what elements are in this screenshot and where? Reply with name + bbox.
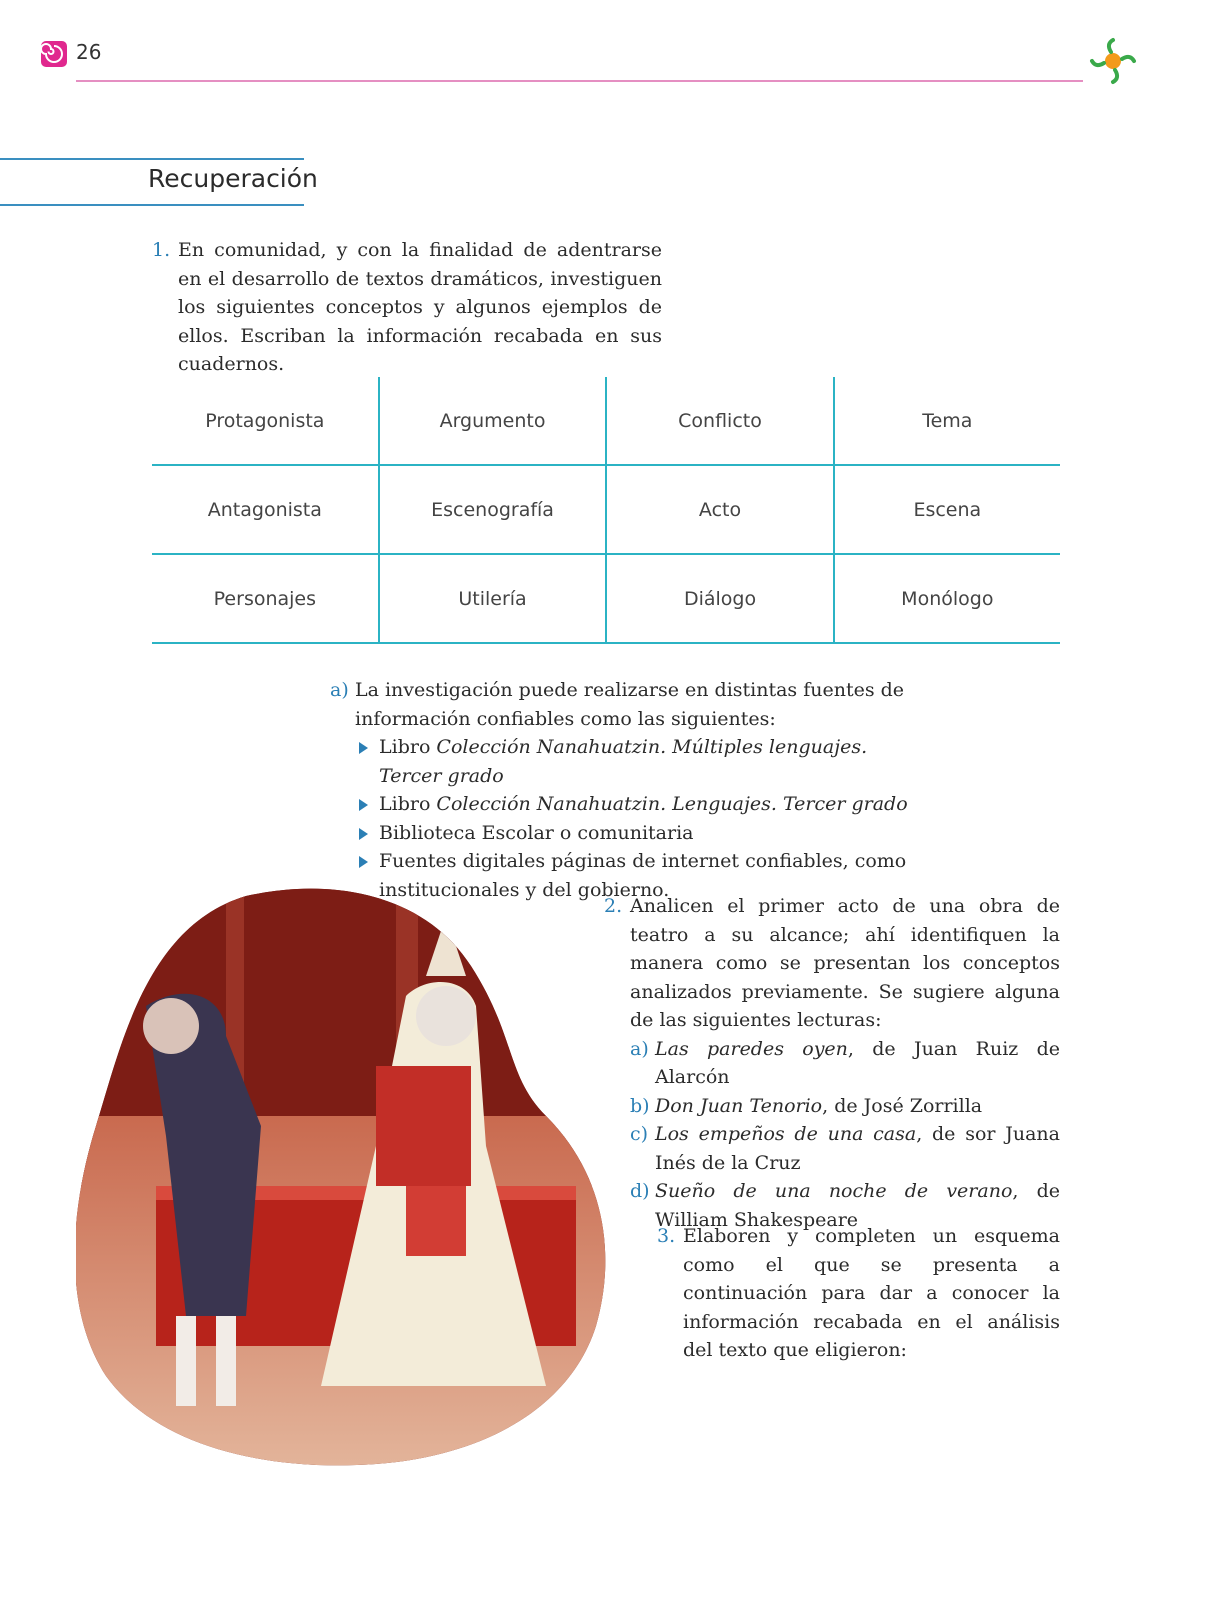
reading-list: [630, 1035, 1060, 1235]
table-row: [152, 465, 1060, 554]
theater-performance-photo: [76, 886, 611, 1466]
table-cell: Utilería: [379, 554, 607, 643]
subitem-label: a): [330, 679, 349, 701]
section-rule-bottom: [0, 204, 304, 206]
list-item: Libro Colección Nanahuatzin. Lenguajes. Tercer grado: [379, 790, 930, 819]
section-rule-top: [0, 158, 304, 160]
table-cell: Protagonista: [152, 377, 379, 465]
page-number: 26: [76, 40, 102, 64]
flower-logo-icon: [1086, 34, 1140, 88]
table-cell: Personajes: [152, 554, 379, 643]
activity-number: 2.: [604, 895, 623, 917]
activity-number: 1.: [152, 239, 171, 261]
list-item: a) Las paredes oyen, de Juan Ruiz de Alarcón: [630, 1037, 1061, 1088]
activity-number: 3.: [657, 1225, 676, 1247]
list-item: Libro Colección Nanahuatzin. Múltiples lenguajes. Tercer grado: [379, 733, 930, 790]
table-cell: Acto: [606, 465, 833, 554]
table-cell: Escena: [834, 465, 1060, 554]
bullet-icon: [359, 742, 368, 754]
source-list: [355, 733, 930, 904]
bullet-icon: [359, 828, 368, 840]
activity-1: [152, 236, 662, 379]
subitem-intro: La investigación puede realizarse en distintas fuentes de información confiables como las siguientes:: [355, 679, 905, 730]
table-row: [152, 377, 1060, 465]
list-item: d) Sueño de una noche de verano, de William Shakespeare: [630, 1180, 1060, 1231]
table-cell: Monólogo: [834, 554, 1060, 643]
table-cell: Argumento: [379, 377, 607, 465]
bullet-icon: [359, 799, 368, 811]
table-cell: Antagonista: [152, 465, 379, 554]
table-cell: Diálogo: [606, 554, 833, 643]
table-row: [152, 554, 1060, 643]
aztec-spiral-icon: [40, 40, 68, 68]
table-cell: Conflicto: [606, 377, 833, 465]
activity-text: Analicen el primer acto de una obra de teatro a su alcance; ahí identifiquen la manera como se presentan los conceptos analizados previamente. Se sugiere alguna de las siguientes lecturas:: [630, 895, 1060, 1031]
activity-text: En comunidad, y con la finalidad de adentrarse en el desarrollo de textos dramáticos, investiguen los siguientes conceptos y algunos ejemplos de ellos. Escriban la información recabada en sus cuadernos.: [178, 239, 662, 375]
bullet-icon: [359, 856, 368, 868]
table-cell: Escenografía: [379, 465, 607, 554]
list-item: Biblioteca Escolar o comunitaria: [379, 819, 930, 848]
table-cell: Tema: [834, 377, 1060, 465]
activity-2: [604, 892, 1060, 1234]
activity-1a: [330, 676, 930, 904]
list-item: b) Don Juan Tenorio, de José Zorrilla: [630, 1094, 983, 1117]
list-item: Fuentes digitales páginas de internet confiables, como institucionales y del gobierno.: [379, 847, 930, 904]
header-divider: [76, 80, 1083, 82]
list-item: c) Los empeños de una casa, de sor Juana Inés de la Cruz: [630, 1123, 1060, 1174]
activity-text: Elaboren y completen un esquema como el que se presenta a continuación para dar a conocer la información recabada en el análisis del texto que eligieron:: [683, 1225, 1060, 1361]
concept-table: [152, 377, 1060, 644]
section-title: Recuperación: [148, 164, 318, 193]
activity-3: [657, 1222, 1060, 1365]
